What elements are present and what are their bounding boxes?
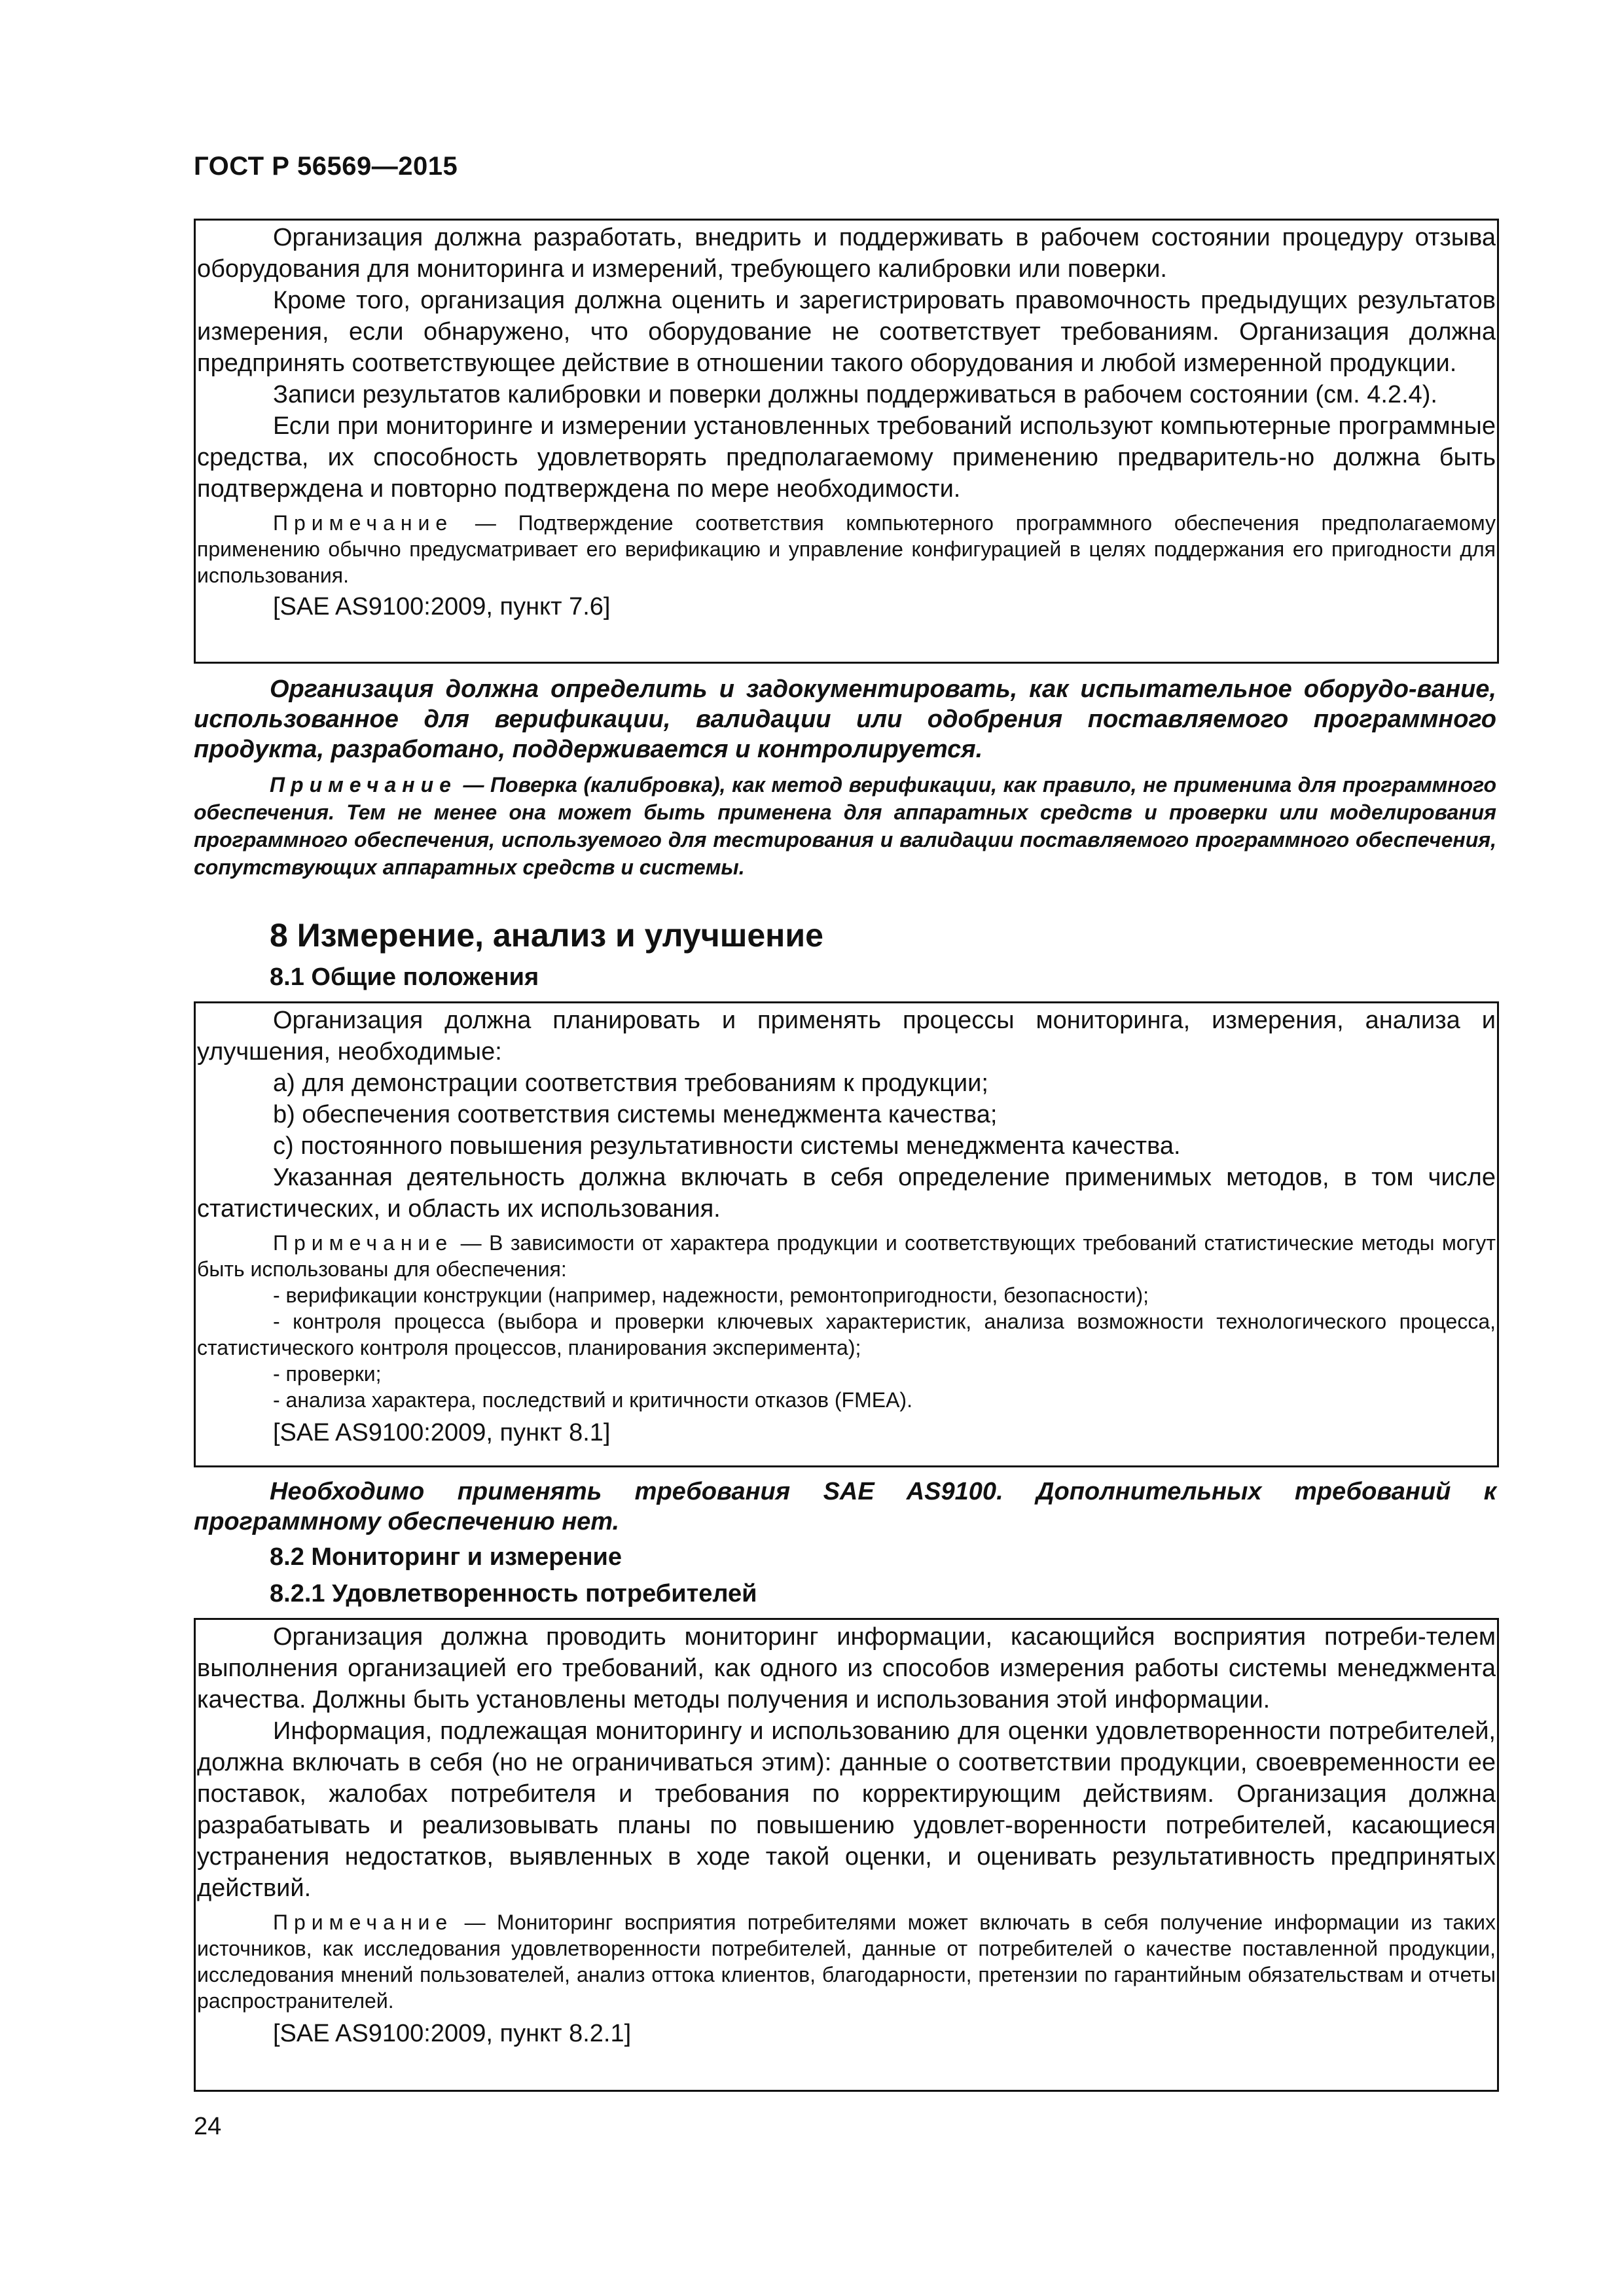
note-list-item: - верификации конструкции (например, надежности, ремонтопригодности, безопасности); [273, 1283, 1149, 1307]
note-text: — В зависимости от характера продукции и соответствующих требований статистические методы могут быть использованы для обеспечения: [197, 1231, 1496, 1281]
italic-requirement: Организация должна определить и задокументировать, как испытательное оборудо-вание, использованное для верификации, валидации или одобрения поставляемого программного продукта, разработано, поддерживается и контролируется. [194, 675, 1496, 763]
note-label: Примечание [270, 773, 457, 797]
framed-block-7-6 [194, 219, 1499, 664]
note-label: Примечание [273, 1231, 454, 1255]
reference: [SAE AS9100:2009, пункт 7.6] [273, 593, 611, 620]
reference: [SAE AS9100:2009, пункт 8.1] [273, 1419, 611, 1446]
note [197, 510, 1496, 588]
subsection-heading: 8.1 Общие положения [270, 963, 539, 991]
paragraph: Если при мониторинге и измерении установленных требований используют компьютерные программные средства, их способность удовлетворять предполагаемому применению предваритель-но должна быть подтверждена и повторно подтверждена по мере необходимости. [197, 412, 1496, 503]
reference: [SAE AS9100:2009, пункт 8.2.1] [273, 2020, 632, 2047]
paragraph: Организация должна проводить мониторинг информации, касающийся восприятия потреби-телем выполнения организацией его требований, как одного из способов измерения работы системы менеджмента качества. Должны быть установлены методы получения и использования этой информации. [197, 1623, 1496, 1713]
note-list-item: - анализа характера, последствий и критичности отказов (FMEA). [273, 1388, 912, 1412]
paragraph: Кроме того, организация должна оценить и зарегистрировать правомочность предыдущих результатов измерения, если обнаружено, что оборудование не соответствует требованиям. Организация должна предпринять соответствующее действие в отношении такого оборудования и любой измеренной продукции. [197, 287, 1496, 377]
note-text: — Поверка (калибровка), как метод верификации, как правило, не применима для программного обеспечения. Тем не менее она может быть применена для аппаратных средств и проверки или моделирования программного обеспечения, используемого для тестирования и валидации поставляемого программного обеспечения, сопутствующих аппаратных средств и системы. [194, 773, 1496, 879]
note-text: — Мониторинг восприятия потребителями может включать в себя получение информации из таких источников, как исследования удовлетворенности потребителей, данные от потребителей о качестве поставленной продукции, исследования мнений пользователей, анализ оттока клиентов, благодарности, претензии по гарантийным обязательствам и отчеты распространителей. [197, 1910, 1496, 2013]
list-item: c) постоянного повышения результативности системы менеджмента качества. [273, 1132, 1181, 1160]
subsection-heading: 8.2 Мониторинг и измерение [270, 1543, 623, 1571]
subsection-heading: 8.2.1 Удовлетворенность потребителей [270, 1580, 757, 1607]
note-text: — Подтверждение соответствия компьютерного программного обеспечения предполагаемому применению обычно предусматривает его верификацию и управление конфигурацией в целях поддержания его пригодности для использования. [197, 511, 1496, 587]
list-item: a) для демонстрации соответствия требованиям к продукции; [273, 1069, 988, 1097]
list-item: b) обеспечения соответствия системы менеджмента качества; [273, 1101, 998, 1128]
section-heading: 8 Измерение, анализ и улучшение [270, 917, 823, 954]
framed-block-8-1 [194, 1001, 1499, 1467]
paragraph: Указанная деятельность должна включать в себя определение применимых методов, в том числе статистических, и область их использования. [197, 1164, 1496, 1223]
framed-block-8-2-1 [194, 1618, 1499, 2092]
page-number: 24 [194, 2113, 222, 2140]
note-list-item: - проверки; [273, 1362, 382, 1386]
note-label: Примечание [273, 511, 454, 535]
paragraph: Информация, подлежащая мониторингу и использованию для оценки удовлетворенности потребителей, должна включать в себя (но не ограничиваться этим): данные о соответствии продукции, своевременности ее поставок, жалобах потребителя и требования по корректирующим действиям. Организация должна разрабатывать и реализовывать планы по повышению удовлет-воренности потребителей, касающиеся устранения недостатков, выявленных в ходе такой оценки, и оценивать результативность предпринятых действий. [197, 1717, 1496, 1902]
italic-note [194, 771, 1496, 881]
note [197, 1909, 1496, 2014]
note [197, 1230, 1496, 1282]
note-label: Примечание [273, 1910, 454, 1934]
paragraph: Организация должна планировать и применять процессы мониторинга, измерения, анализа и улучшения, необходимые: [197, 1007, 1496, 1066]
note-list-item: - контроля процесса (выбора и проверки ключевых характеристик, анализа возможности технологического процесса, статистического контроля процессов, планирования эксперимента); [197, 1310, 1496, 1359]
paragraph: Записи результатов калибровки и поверки должны поддерживаться в рабочем состоянии (см. 4.2.4). [273, 381, 1437, 408]
italic-requirement: Необходимо применять требования SAE AS9100. Дополнительных требований к программному обеспечению нет. [194, 1478, 1496, 1535]
document-header-title: ГОСТ Р 56569—2015 [194, 152, 458, 181]
paragraph: Организация должна разработать, внедрить и поддерживать в рабочем состоянии процедуру отзыва оборудования для мониторинга и измерений, требующего калибровки или поверки. [197, 224, 1496, 283]
